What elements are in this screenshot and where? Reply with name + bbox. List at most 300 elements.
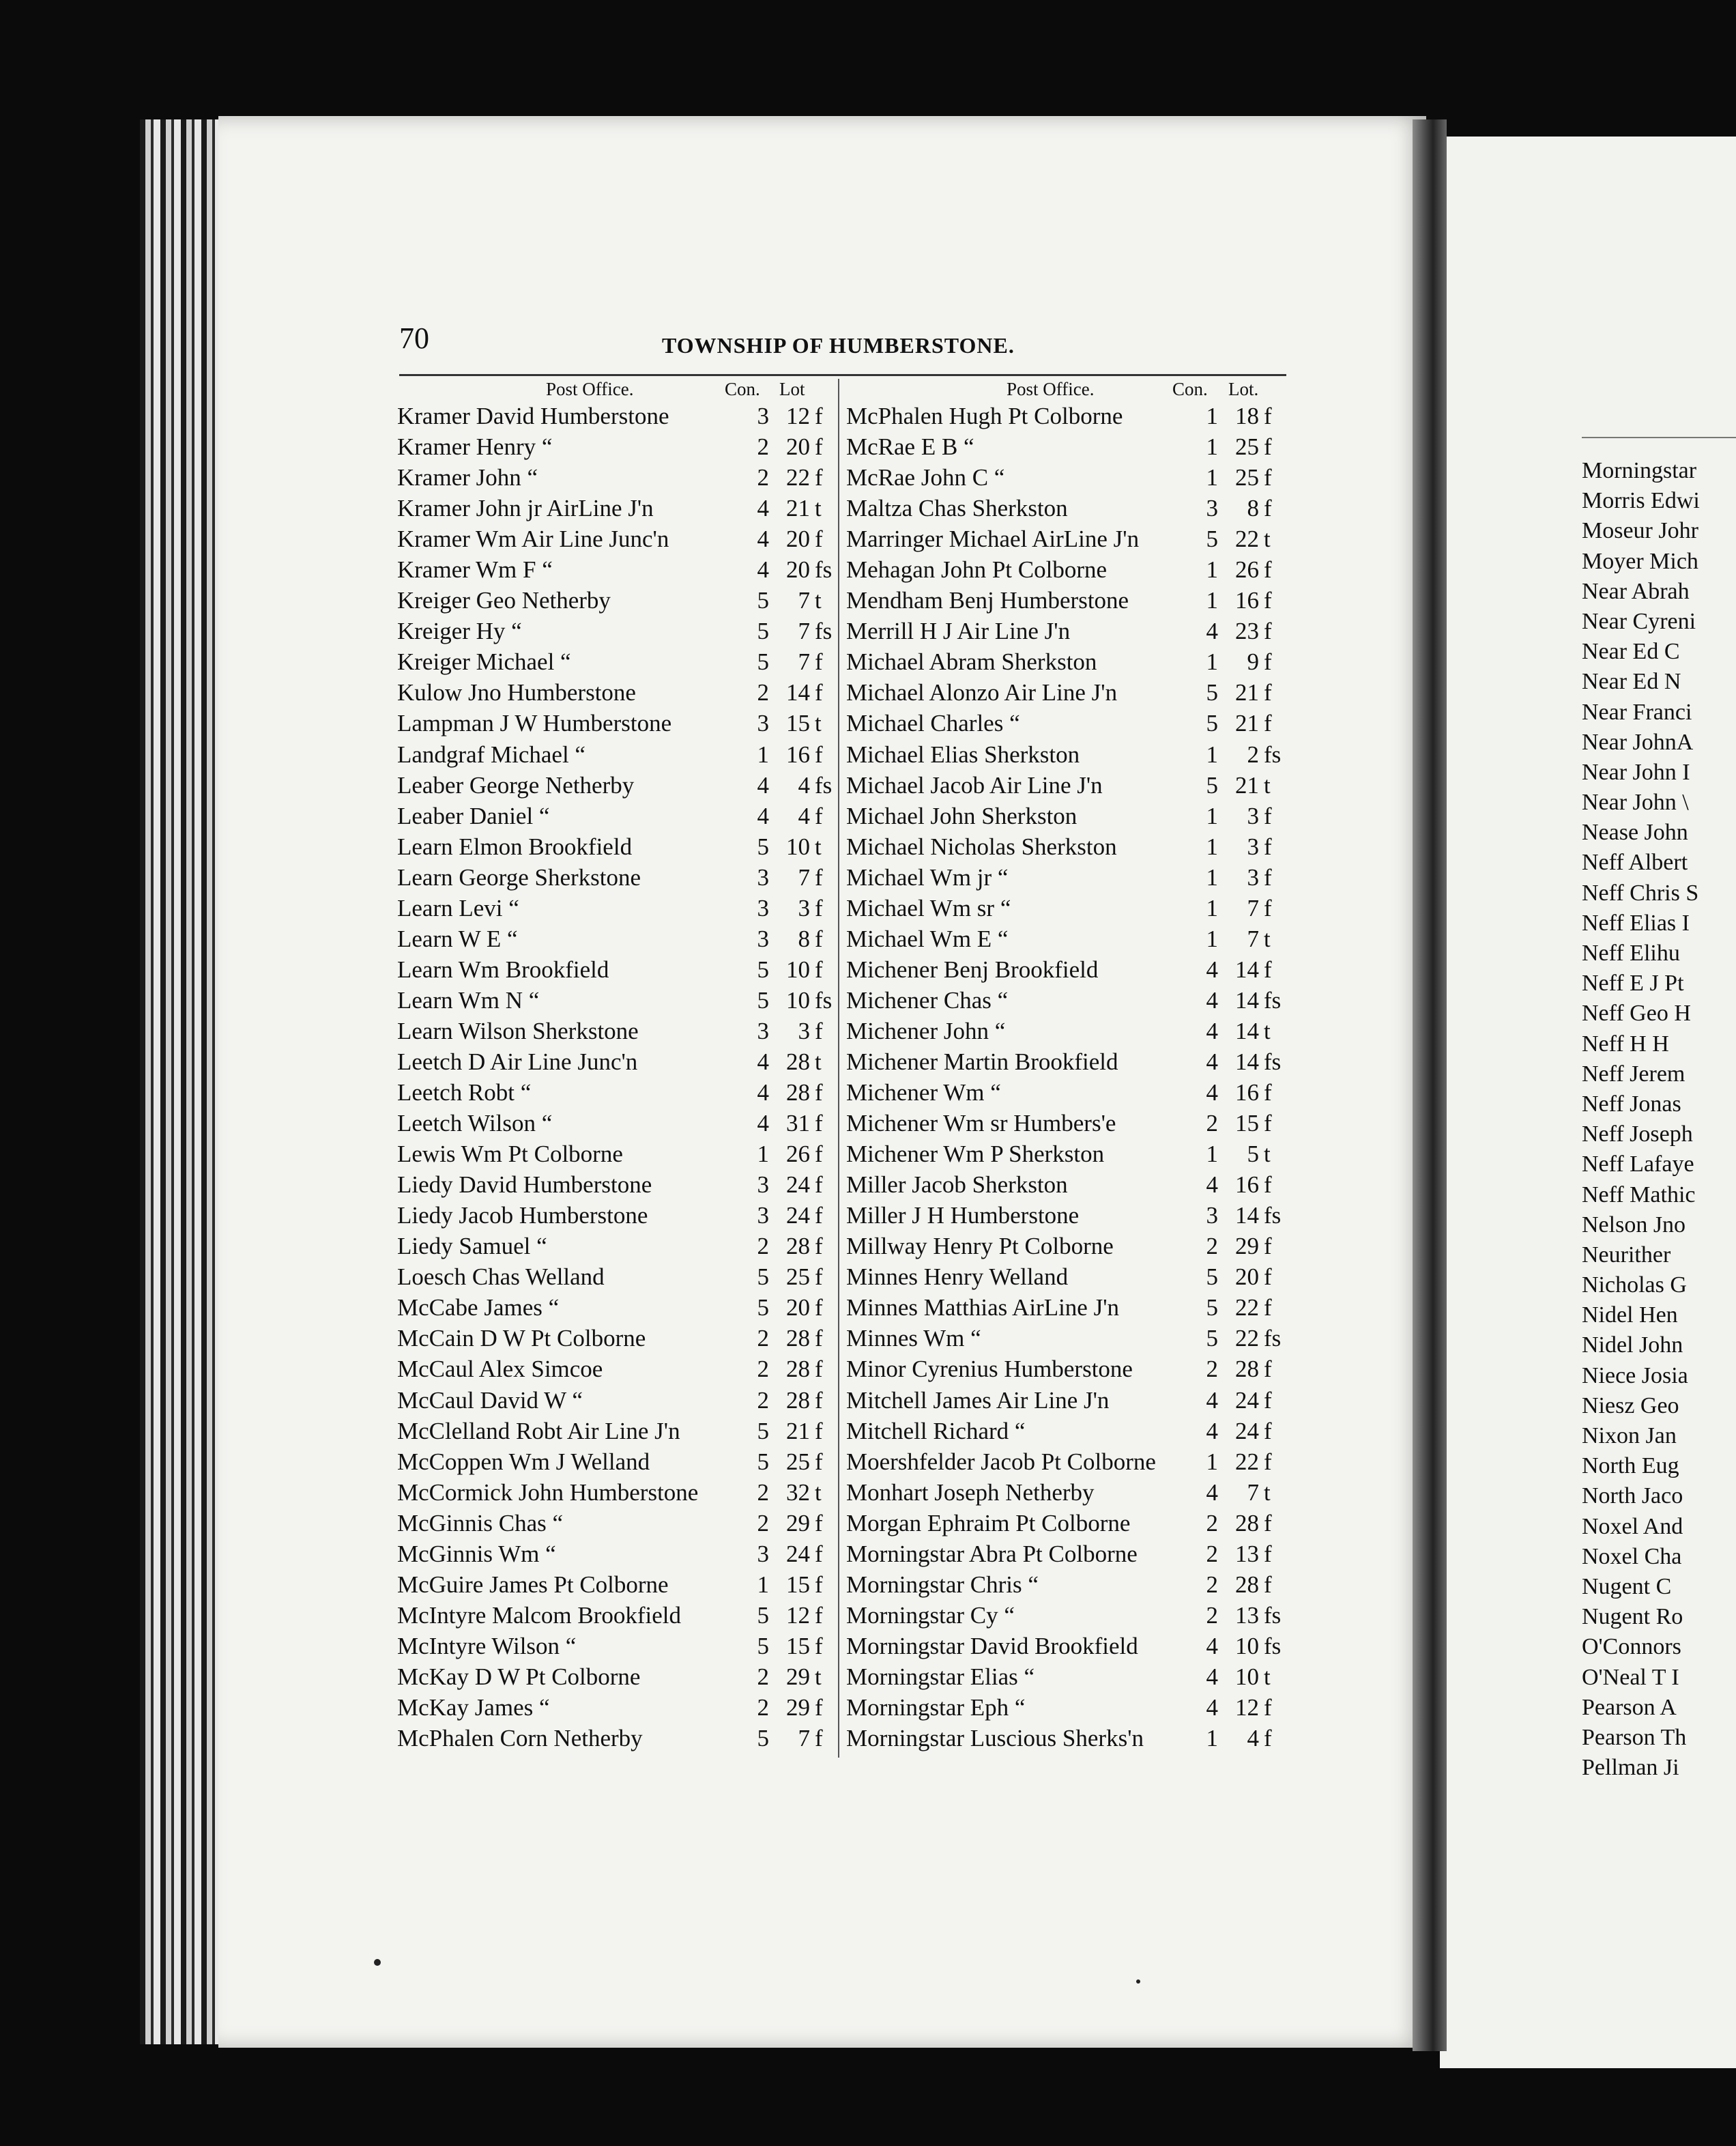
entry-lot: 10 <box>786 956 810 983</box>
entry-type: f <box>1264 863 1272 891</box>
next-page-fragment: Near Franci <box>1582 699 1692 725</box>
entry-lot: 28 <box>786 1079 810 1106</box>
next-page-fragment: Near JohnA <box>1582 729 1694 755</box>
entry-con: 1 <box>1206 648 1218 676</box>
entry-con: 3 <box>757 894 769 921</box>
entry-type: f <box>1264 833 1272 860</box>
entry-con: 1 <box>1206 833 1218 860</box>
next-page-fragment: Near John I <box>1582 759 1690 785</box>
entry-name: Michael Wm sr “ <box>846 894 1011 921</box>
entry-name: McGinnis Chas “ <box>397 1509 564 1536</box>
entry-name: Liedy David Humberstone <box>397 1171 652 1199</box>
entry-type: t <box>815 1663 822 1690</box>
entry-con: 5 <box>757 1601 769 1629</box>
directory-entry <box>846 1661 1290 1692</box>
entry-lot: 4 <box>1247 1725 1259 1752</box>
next-page-fragment: Near Ed C <box>1582 639 1680 665</box>
entry-con: 2 <box>1206 1110 1218 1137</box>
directory-entry <box>846 708 1290 739</box>
entry-name: Learn W E “ <box>397 925 518 952</box>
directory-entry <box>846 1569 1290 1600</box>
entry-lot: 14 <box>1235 1017 1259 1044</box>
entry-con: 1 <box>1206 403 1218 429</box>
entry-con: 4 <box>1206 956 1218 983</box>
entry-name: Kramer Wm F “ <box>397 556 553 584</box>
entry-con: 2 <box>757 1693 769 1721</box>
entry-lot: 12 <box>1235 1693 1259 1721</box>
entry-name: Learn Wilson Sherkstone <box>397 1017 639 1044</box>
entry-con: 4 <box>757 1048 769 1075</box>
entry-con: 2 <box>757 1325 769 1352</box>
entry-con: 2 <box>1206 1571 1218 1598</box>
left-entry-list <box>397 401 834 1754</box>
entry-lot: 22 <box>1235 1325 1259 1352</box>
entry-con: 2 <box>757 1356 769 1383</box>
entry-lot: 22 <box>1235 1448 1259 1475</box>
entry-type: f <box>1264 710 1272 737</box>
next-page-fragment: Nelson Jno <box>1582 1212 1686 1237</box>
entry-name: Kreiger Geo Netherby <box>397 587 611 614</box>
directory-entry <box>846 1354 1290 1384</box>
entry-con: 2 <box>1206 1233 1218 1260</box>
entry-name: McRae E B “ <box>846 433 974 461</box>
directory-entry <box>846 1231 1290 1261</box>
entry-con: 4 <box>1206 1693 1218 1721</box>
entry-type: fs <box>1264 1325 1282 1352</box>
entry-name: Lewis Wm Pt Colborne <box>397 1141 623 1168</box>
entry-con: 4 <box>1206 986 1218 1014</box>
directory-entry <box>846 1169 1290 1200</box>
entry-lot: 8 <box>798 925 810 952</box>
directory-entry <box>397 1016 834 1046</box>
directory-entry <box>397 493 834 524</box>
entry-lot: 29 <box>1235 1233 1259 1260</box>
entry-type: f <box>1264 433 1272 461</box>
entry-lot: 26 <box>1235 556 1259 584</box>
entry-lot: 5 <box>1247 1141 1259 1168</box>
right-directory-column <box>846 379 1290 1754</box>
directory-entry <box>846 524 1290 554</box>
next-page-fragment: Niesz Geo <box>1582 1392 1679 1418</box>
next-page-fragment: North Eug <box>1582 1453 1679 1479</box>
next-page-fragment: Neff Geo H <box>1582 1001 1691 1027</box>
entry-name: Michael Wm E “ <box>846 925 1009 952</box>
entry-con: 1 <box>757 1571 769 1598</box>
entry-con: 2 <box>757 433 769 461</box>
directory-entry <box>846 985 1290 1016</box>
entry-type: f <box>1264 1079 1272 1106</box>
directory-entry <box>397 1508 834 1539</box>
entry-name: Kramer Wm Air Line Junc'n <box>397 526 669 553</box>
entry-type: f <box>1264 1540 1272 1567</box>
directory-entry <box>397 1416 834 1446</box>
entry-lot: 9 <box>1247 648 1259 676</box>
entry-lot: 22 <box>1235 1294 1259 1321</box>
directory-entry <box>397 616 834 646</box>
entry-con: 4 <box>1206 1048 1218 1075</box>
entry-name: McCaul David W “ <box>397 1386 583 1414</box>
entry-type: t <box>1264 771 1271 799</box>
directory-entry <box>846 1723 1290 1754</box>
entry-type: f <box>815 433 823 461</box>
directory-entry <box>397 739 834 770</box>
entry-name: Minnes Wm “ <box>846 1325 981 1352</box>
directory-entry <box>397 677 834 708</box>
directory-entry <box>397 524 834 554</box>
entry-type: fs <box>815 556 833 584</box>
entry-con: 1 <box>1206 863 1218 891</box>
entry-name: Morningstar Cy “ <box>846 1601 1015 1629</box>
entry-lot: 21 <box>786 495 810 522</box>
entry-con: 5 <box>757 986 769 1014</box>
directory-entry <box>397 1169 834 1200</box>
entry-lot: 20 <box>786 556 810 584</box>
entry-lot: 3 <box>798 1017 810 1044</box>
running-head: TOWNSHIP OF HUMBERSTONE. <box>662 333 1015 358</box>
entry-name: Mendham Benj Humberstone <box>846 587 1129 614</box>
next-page-fragment: Nicholas G <box>1582 1272 1687 1298</box>
entry-type: f <box>815 863 823 891</box>
entry-type: f <box>1264 556 1272 584</box>
entry-name: Kramer Henry “ <box>397 433 553 461</box>
directory-entry <box>397 1477 834 1508</box>
entry-type: f <box>815 1171 823 1199</box>
entry-lot: 18 <box>1235 403 1259 429</box>
entry-name: McIntyre Malcom Brookfield <box>397 1601 682 1629</box>
next-page-fragment: Nease John <box>1582 820 1688 846</box>
entry-type: f <box>1264 956 1272 983</box>
directory-entry <box>397 1661 834 1692</box>
directory-entry <box>846 954 1290 985</box>
entry-name: McCain D W Pt Colborne <box>397 1325 646 1352</box>
directory-entry <box>397 1446 834 1477</box>
entry-name: Kramer John “ <box>397 464 538 491</box>
directory-entry <box>846 893 1290 924</box>
entry-type: f <box>815 741 823 768</box>
entry-lot: 20 <box>786 433 810 461</box>
entry-type: f <box>1264 618 1272 645</box>
entry-con: 4 <box>757 495 769 522</box>
directory-entry <box>846 831 1290 862</box>
entry-name: Learn George Sherkstone <box>397 863 641 891</box>
entry-type: f <box>815 1509 823 1536</box>
entry-lot: 23 <box>1235 618 1259 645</box>
entry-type: f <box>815 1632 823 1659</box>
entry-lot: 24 <box>786 1540 810 1567</box>
column-divider <box>838 379 839 1758</box>
directory-entry <box>397 1631 834 1661</box>
directory-entry <box>397 801 834 831</box>
entry-type: t <box>1264 1017 1271 1044</box>
entry-name: Leaber George Netherby <box>397 771 635 799</box>
next-page-fragment: Neff Joseph <box>1582 1121 1693 1147</box>
lot-header: Lot. <box>1228 379 1259 399</box>
entry-con: 1 <box>1206 802 1218 829</box>
entry-lot: 24 <box>1235 1386 1259 1414</box>
entry-con: 4 <box>1206 1417 1218 1444</box>
entry-name: Learn Elmon Brookfield <box>397 833 633 860</box>
entry-name: Landgraf Michael “ <box>397 741 585 768</box>
entry-con: 2 <box>757 464 769 491</box>
entry-lot: 3 <box>1247 802 1259 829</box>
entry-name: Kreiger Michael “ <box>397 648 571 676</box>
left-directory-column <box>397 379 834 1754</box>
entry-type: fs <box>1264 1202 1282 1229</box>
entry-lot: 15 <box>786 1571 810 1598</box>
entry-name: McGuire James Pt Colborne <box>397 1571 669 1598</box>
entry-con: 2 <box>1206 1509 1218 1536</box>
entry-con: 5 <box>757 618 769 645</box>
entry-con: 5 <box>757 1448 769 1475</box>
entry-name: Morgan Ephraim Pt Colborne <box>846 1509 1131 1536</box>
entry-name: Mitchell James Air Line J'n <box>846 1386 1110 1414</box>
entry-name: McKay James “ <box>397 1693 550 1721</box>
post-office-header: Post Office. <box>1007 379 1095 399</box>
entry-name: Morningstar Abra Pt Colborne <box>846 1540 1138 1567</box>
entry-name: Michener John “ <box>846 1017 1006 1044</box>
entry-name: Leetch Robt “ <box>397 1079 532 1106</box>
entry-type: t <box>815 495 822 522</box>
entry-con: 4 <box>1206 1663 1218 1690</box>
entry-con: 2 <box>1206 1540 1218 1567</box>
next-page-fragment: Morningstar <box>1582 458 1697 483</box>
entry-lot: 10 <box>1235 1663 1259 1690</box>
entry-lot: 29 <box>786 1663 810 1690</box>
entry-lot: 24 <box>786 1202 810 1229</box>
entry-name: McCaul Alex Simcoe <box>397 1356 603 1383</box>
entry-name: Minor Cyrenius Humberstone <box>846 1356 1133 1383</box>
directory-entry <box>397 1385 834 1416</box>
entry-type: t <box>815 587 822 614</box>
entry-lot: 7 <box>798 648 810 676</box>
directory-entry <box>846 1631 1290 1661</box>
entry-lot: 7 <box>1247 925 1259 952</box>
directory-entry <box>846 770 1290 801</box>
entry-con: 1 <box>757 741 769 768</box>
entry-name: Michener Chas “ <box>846 986 1009 1014</box>
entry-type: f <box>815 1448 823 1475</box>
next-page-fragment: Morris Edwi <box>1582 488 1700 514</box>
entry-name: Michael John Sherkston <box>846 802 1077 829</box>
book-page-edges <box>140 119 229 2044</box>
directory-entry <box>846 1416 1290 1446</box>
entry-name: Michener Wm P Sherkston <box>846 1141 1105 1168</box>
entry-name: Leetch Wilson “ <box>397 1110 553 1137</box>
entry-type: f <box>815 1386 823 1414</box>
entry-lot: 20 <box>786 1294 810 1321</box>
next-page-fragment: Neff Albert <box>1582 850 1688 876</box>
entry-name: Loesch Chas Welland <box>397 1263 605 1291</box>
entry-con: 1 <box>1206 894 1218 921</box>
entry-type: fs <box>1264 741 1282 768</box>
entry-name: Moershfelder Jacob Pt Colborne <box>846 1448 1156 1475</box>
directory-entry <box>846 1508 1290 1539</box>
entry-con: 3 <box>757 403 769 429</box>
entry-name: Michener Martin Brookfield <box>846 1048 1118 1075</box>
entry-type: f <box>1264 648 1272 676</box>
entry-con: 5 <box>757 1294 769 1321</box>
lot-header: Lot <box>779 379 805 399</box>
entry-name: Kulow Jno Humberstone <box>397 679 636 706</box>
directory-entry <box>397 646 834 677</box>
entry-type: f <box>815 1540 823 1567</box>
entry-name: Michener Wm sr Humbers'e <box>846 1110 1116 1137</box>
entry-type: f <box>1264 1417 1272 1444</box>
entry-con: 4 <box>757 802 769 829</box>
entry-con: 4 <box>757 1079 769 1106</box>
entry-type: f <box>815 464 823 491</box>
next-page-fragment: O'Connors <box>1582 1634 1681 1660</box>
entry-type: f <box>815 925 823 952</box>
entry-name: Kramer John jr AirLine J'n <box>397 495 654 522</box>
directory-entry <box>397 1323 834 1354</box>
entry-con: 5 <box>757 833 769 860</box>
directory-entry <box>846 1200 1290 1231</box>
directory-entry <box>846 1077 1290 1108</box>
entry-name: Michael Nicholas Sherkston <box>846 833 1117 860</box>
entry-type: fs <box>1264 1601 1282 1629</box>
entry-lot: 24 <box>786 1171 810 1199</box>
entry-name: Learn Levi “ <box>397 894 519 921</box>
entry-con: 3 <box>757 1017 769 1044</box>
entry-con: 3 <box>757 1202 769 1229</box>
entry-type: f <box>1264 679 1272 706</box>
entry-type: f <box>815 1202 823 1229</box>
entry-type: t <box>1264 1478 1271 1506</box>
entry-con: 4 <box>757 1110 769 1137</box>
entry-lot: 2 <box>1247 741 1259 768</box>
entry-con: 3 <box>1206 495 1218 522</box>
entry-name: Morningstar Eph “ <box>846 1693 1026 1721</box>
entry-con: 2 <box>757 1386 769 1414</box>
entry-type: f <box>1264 1294 1272 1321</box>
entry-lot: 28 <box>786 1233 810 1260</box>
entry-lot: 10 <box>1235 1632 1259 1659</box>
entry-type: f <box>1264 464 1272 491</box>
directory-entry <box>846 801 1290 831</box>
entry-type: f <box>815 1356 823 1383</box>
entry-name: Mitchell Richard “ <box>846 1417 1026 1444</box>
entry-name: Liedy Samuel “ <box>397 1233 547 1260</box>
entry-name: Kramer David Humberstone <box>397 403 669 429</box>
entry-con: 4 <box>757 771 769 799</box>
entry-name: McCabe James “ <box>397 1294 560 1321</box>
entry-con: 2 <box>757 1509 769 1536</box>
directory-entry <box>846 462 1290 493</box>
entry-con: 2 <box>1206 1356 1218 1383</box>
entry-lot: 20 <box>786 526 810 553</box>
entry-con: 2 <box>1206 1601 1218 1629</box>
entry-name: McPhalen Corn Netherby <box>397 1725 643 1752</box>
entry-name: Monhart Joseph Netherby <box>846 1478 1095 1506</box>
entry-lot: 25 <box>786 1448 810 1475</box>
entry-type: f <box>815 1725 823 1752</box>
entry-lot: 15 <box>1235 1110 1259 1137</box>
directory-entry <box>846 1046 1290 1077</box>
entry-lot: 28 <box>1235 1356 1259 1383</box>
post-office-header: Post Office. <box>546 379 634 399</box>
entry-lot: 16 <box>1235 587 1259 614</box>
entry-type: f <box>1264 495 1272 522</box>
entry-lot: 21 <box>1235 679 1259 706</box>
entry-lot: 25 <box>1235 433 1259 461</box>
entry-name: Minnes Matthias AirLine J'n <box>846 1294 1120 1321</box>
next-page-fragment: Neff E J Pt <box>1582 971 1684 997</box>
entry-name: McKay D W Pt Colborne <box>397 1663 641 1690</box>
entry-type: t <box>1264 526 1271 553</box>
next-page-fragment: Neff Lafaye <box>1582 1151 1694 1177</box>
entry-type: fs <box>1264 986 1282 1014</box>
entry-name: Michael Wm jr “ <box>846 863 1009 891</box>
entry-type: f <box>815 1110 823 1137</box>
entry-type: f <box>1264 1509 1272 1536</box>
directory-entry <box>397 401 834 431</box>
entry-name: Michael Charles “ <box>846 710 1020 737</box>
entry-lot: 29 <box>786 1509 810 1536</box>
entry-con: 4 <box>1206 618 1218 645</box>
next-page-fragment: Noxel Cha <box>1582 1543 1682 1569</box>
entry-lot: 25 <box>786 1263 810 1291</box>
entry-type: f <box>1264 1233 1272 1260</box>
entry-type: f <box>815 1693 823 1721</box>
entry-con: 5 <box>757 587 769 614</box>
directory-entry <box>846 924 1290 954</box>
next-page-fragment: Near John \ <box>1582 790 1689 816</box>
next-page-fragment-column <box>1582 456 1736 1783</box>
entry-type: f <box>815 1325 823 1352</box>
directory-entry <box>846 1108 1290 1139</box>
entry-con: 5 <box>757 648 769 676</box>
directory-entry <box>397 985 834 1016</box>
next-page-fragment: Nidel John <box>1582 1332 1683 1358</box>
entry-con: 1 <box>1206 1448 1218 1475</box>
entry-name: Maltza Chas Sherkston <box>846 495 1068 522</box>
entry-name: Michael Abram Sherkston <box>846 648 1097 676</box>
entry-lot: 21 <box>1235 771 1259 799</box>
directory-entry <box>846 554 1290 585</box>
directory-entry <box>397 1046 834 1077</box>
ink-speck <box>374 1959 381 1966</box>
entry-con: 4 <box>757 526 769 553</box>
header-rule <box>399 374 1286 376</box>
entry-name: McIntyre Wilson “ <box>397 1632 577 1659</box>
next-page-fragment: Near Abrah <box>1582 578 1690 604</box>
next-page-fragment: Moseur Johr <box>1582 518 1698 544</box>
entry-type: f <box>1264 1356 1272 1383</box>
entry-con: 3 <box>757 1540 769 1567</box>
entry-name: McCormick John Humberstone <box>397 1478 699 1506</box>
directory-entry <box>846 1692 1290 1723</box>
entry-lot: 13 <box>1235 1540 1259 1567</box>
entry-con: 5 <box>1206 1263 1218 1291</box>
entry-type: f <box>815 1017 823 1044</box>
entry-lot: 10 <box>786 986 810 1014</box>
entry-lot: 16 <box>1235 1171 1259 1199</box>
entry-name: Michener Benj Brookfield <box>846 956 1099 983</box>
entry-name: McPhalen Hugh Pt Colborne <box>846 403 1123 429</box>
entry-lot: 28 <box>786 1048 810 1075</box>
entry-type: fs <box>1264 1048 1282 1075</box>
directory-entry <box>397 831 834 862</box>
entry-con: 5 <box>757 1263 769 1291</box>
entry-con: 5 <box>1206 679 1218 706</box>
entry-con: 2 <box>757 679 769 706</box>
entry-type: f <box>1264 1571 1272 1598</box>
entry-type: fs <box>1264 1632 1282 1659</box>
entry-type: f <box>1264 1448 1272 1475</box>
entry-con: 5 <box>1206 526 1218 553</box>
entry-name: Kreiger Hy “ <box>397 618 522 645</box>
